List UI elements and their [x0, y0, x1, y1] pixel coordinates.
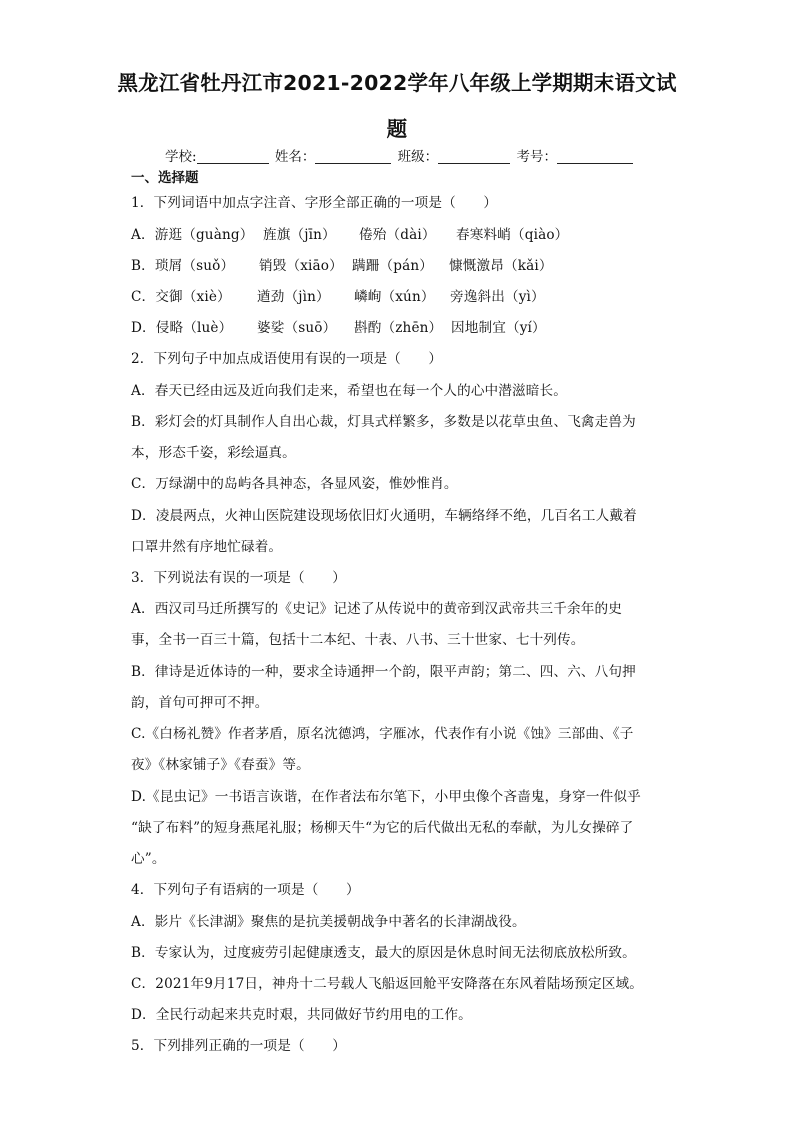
question-4-option-a: A．影片《长津湖》聚焦的是抗美援朝战争中著名的长津湖战役。: [131, 914, 526, 930]
question-4-stem: 4．下列句子有语病的一项是（ ）: [131, 882, 360, 898]
question-2-option-a: A．春天已经由远及近向我们走来，希望也在每一个人的心中潜滋暗长。: [131, 383, 568, 399]
exam-number-blank[interactable]: [557, 149, 633, 164]
question-3-option-c-line2: 夜》《林家铺子》《春蚕》等。: [131, 757, 310, 773]
school-label: 学校:: [165, 149, 197, 165]
student-info-row: [165, 145, 635, 165]
question-3-option-b-line2: 韵，首句可押可不押。: [131, 695, 269, 711]
question-4-option-d: D．全民行动起来共克时艰，共同做好节约用电的工作。: [131, 1007, 472, 1023]
question-3-option-b-line1: B．律诗是近体诗的一种，要求全诗通押一个韵，限平声韵；第二、四、六、八句押: [131, 664, 636, 680]
question-3-option-d-line3: 心”。: [131, 851, 166, 867]
question-1-option-d: D．侵略（luè） 婆娑（suō） 斟酌（zhēn） 因地制宜（yí）: [131, 320, 546, 336]
question-3-option-d-line1: D.《昆虫记》一书语言诙谐，在作者法布尔笔下，小甲虫像个吝啬鬼，身穿一件似乎: [131, 789, 641, 805]
question-2-option-c: C．万绿湖中的岛屿各具神态，各显风姿，惟妙惟肖。: [131, 476, 458, 492]
class-blank[interactable]: [438, 149, 510, 164]
name-blank[interactable]: [315, 149, 391, 164]
question-3-option-a-line1: A．西汉司马迁所撰写的《史记》记述了从传说中的黄帝到汉武帝共三千余年的史: [131, 601, 622, 617]
exam-title-line1: 黑龙江省牡丹江市2021-2022学年八年级上学期期末语文试: [117, 71, 677, 95]
question-1-option-b: B．琐屑（suǒ） 销毁（xiāo） 蹒跚（pán） 慷慨激昂（kǎi）: [131, 258, 553, 274]
question-4-option-c: C．2021年9月17日，神舟十二号载人飞船返回舱平安降落在东风着陆场预定区域。: [131, 976, 643, 992]
question-3-option-c-line1: C.《白杨礼赞》作者茅盾，原名沈德鸿，字雁冰，代表作有小说《蚀》三部曲、《子: [131, 726, 634, 742]
question-3-option-a-line2: 事，全书一百三十篇，包括十二本纪、十表、八书、三十世家、七十列传。: [131, 632, 585, 648]
question-5-stem: 5．下列排列正确的一项是（ ）: [131, 1038, 346, 1054]
question-2-option-b-line1: B．彩灯会的灯具制作人自出心裁，灯具式样繁多，多数是以花草虫鱼、飞禽走兽为: [131, 414, 636, 430]
class-label: 班级：: [397, 149, 439, 165]
question-4-option-b: B．专家认为，过度疲劳引起健康透支，最大的原因是休息时间无法彻底放松所致。: [131, 945, 636, 961]
exam-title-line2: 题: [386, 117, 408, 141]
question-2-option-d-line1: D．凌晨两点，火神山医院建设现场依旧灯火通明，车辆络绎不绝，几百名工人戴着: [131, 508, 637, 524]
question-3-option-d-line2: “缺了布料”的短身燕尾礼服；杨柳天牛“为它的后代做出无私的奉献，为儿女操碎了: [131, 820, 634, 836]
question-3-stem: 3．下列说法有误的一项是（ ）: [131, 570, 346, 586]
question-2-option-d-line2: 口罩井然有序地忙碌着。: [131, 539, 283, 555]
question-1-option-a: A．游逛（guàng） 旌旗（jīn） 倦殆（dài） 春寒料峭（qiào）: [131, 227, 569, 243]
name-label: 姓名：: [274, 149, 316, 165]
question-2-stem: 2．下列句子中加点成语使用有误的一项是（ ）: [131, 351, 443, 367]
question-1-option-c: C．交御（xiè） 遒劲（jìn） 嶙峋（xún） 旁逸斜出（yì）: [131, 289, 545, 305]
question-2-option-b-line2: 本，形态千姿，彩绘逼真。: [131, 445, 296, 461]
section-heading: 一、选择题: [131, 170, 199, 186]
exam-number-label: 考号：: [516, 149, 557, 165]
school-blank[interactable]: [197, 149, 269, 164]
question-1-stem: 1．下列词语中加点字注音、字形全部正确的一项是（ ）: [131, 195, 498, 211]
